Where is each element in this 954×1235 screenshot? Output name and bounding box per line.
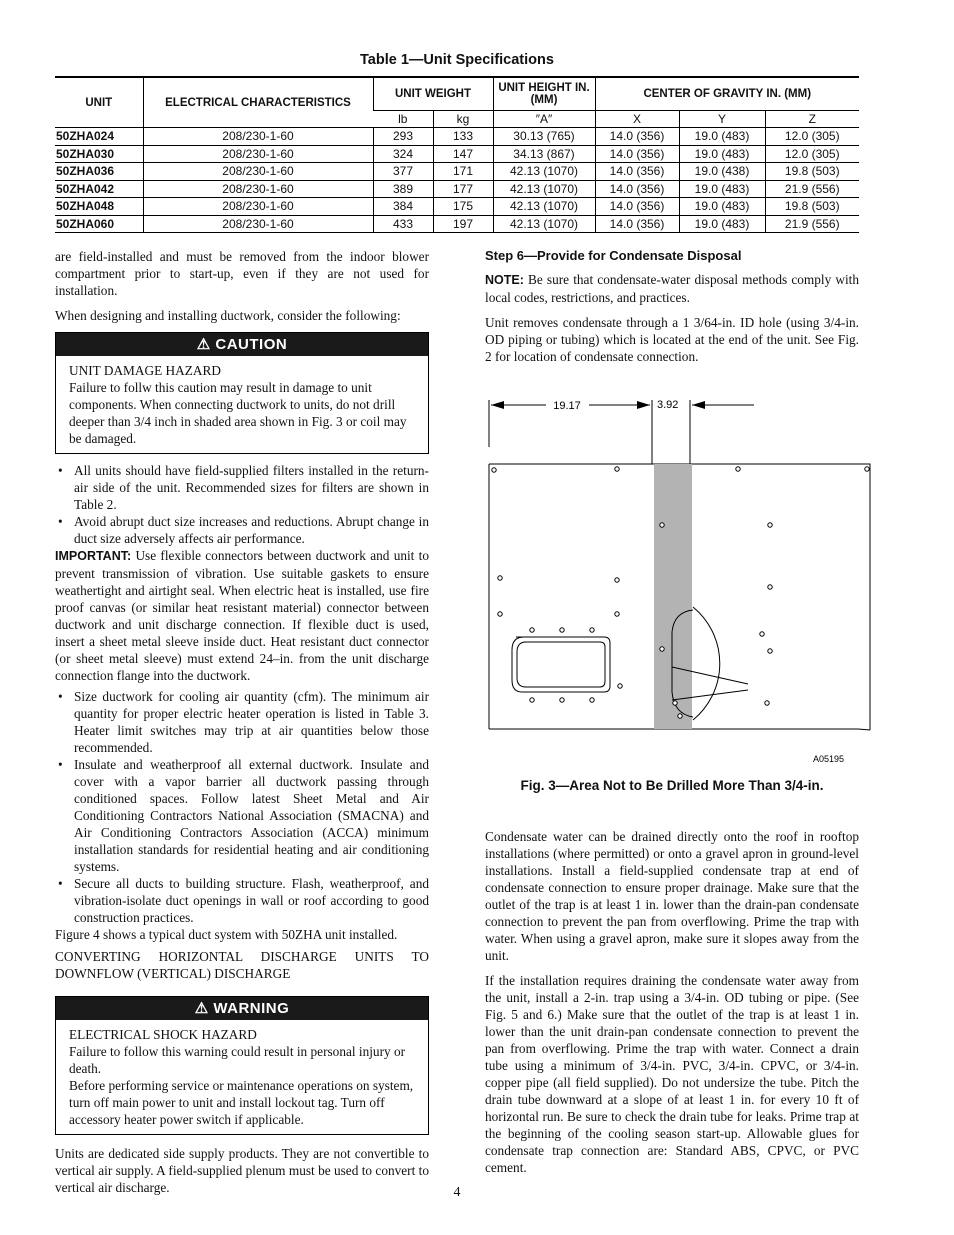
no-drill-shaded-area (654, 464, 692, 729)
table-cell-height: 42.13 (1070) (493, 215, 595, 233)
figure-code: A05195 (812, 754, 844, 764)
important-text: Use flexible connectors between ductwork and unit to prevent transmission of vibration. Use suitable gaskets to ensure weathertight and airtight seal. When electric heat is installed, use fire proof canvas (or similar heat resistant material) connector between ductwork and unit discharge connection. If flexible duct is used, insert a sheet metal sleeve inside duct. Heat resistant duct connector (or sheet metal sleeve) must extend 24–in. from the unit discharge connection flange into the ductwork. (55, 548, 429, 683)
table-cell-elec: 208/230-1-60 (143, 145, 373, 163)
table-cell-x: 14.0 (356) (595, 163, 679, 181)
important-paragraph (55, 547, 429, 684)
table-cell-elec: 208/230-1-60 (143, 180, 373, 198)
table-cell-lb: 389 (373, 180, 433, 198)
caution-header: ⚠ CAUTION (56, 333, 428, 356)
table-cell-unit: 50ZHA060 (55, 215, 143, 233)
header-z: Z (765, 111, 859, 128)
left-column (55, 248, 429, 1196)
note-paragraph (485, 271, 859, 306)
list-item: • All units should have field-supplied filters installed in the return-air side of the unit. Recommended sizes for filters are shown in Table 2. (55, 462, 429, 513)
right-column-top (485, 248, 859, 365)
table-cell-unit: 50ZHA042 (55, 180, 143, 198)
caution-box (55, 332, 429, 454)
table-cell-z: 21.9 (556) (765, 215, 859, 233)
caution-text: Failure to follw this caution may result in damage to unit components. When connecting ductwork to units, do not drill deeper than 3/4 inch in shaded area shown in Fig. 3 or coil may be damaged. (69, 380, 407, 446)
table-row (55, 128, 859, 146)
list-item: • Avoid abrupt duct size increases and reductions. Abrupt change in duct size adversely affects air performance. (55, 513, 429, 547)
header-x: X (595, 111, 679, 128)
table-cell-height: 34.13 (867) (493, 145, 595, 163)
table-cell-y: 19.0 (483) (679, 128, 765, 146)
table-cell-kg: 175 (433, 198, 493, 216)
table-cell-z: 21.9 (556) (765, 180, 859, 198)
table-cell-elec: 208/230-1-60 (143, 198, 373, 216)
table-cell-lb: 324 (373, 145, 433, 163)
table-cell-x: 14.0 (356) (595, 198, 679, 216)
table-cell-elec: 208/230-1-60 (143, 215, 373, 233)
figure-caption: Fig. 3—Area Not to Be Drilled More Than 3/4-in. (520, 778, 824, 793)
paragraph-condensate-hole: Unit removes condensate through a 1 3/64-in. ID hole (using 3/4-in. OD piping or tubing) which is located at the end of the unit. See Fig. 2 for location of condensate connection. (485, 315, 859, 364)
table-cell-y: 19.0 (483) (679, 145, 765, 163)
table-cell-lb: 293 (373, 128, 433, 146)
table-cell-kg: 147 (433, 145, 493, 163)
table-cell-height: 42.13 (1070) (493, 163, 595, 181)
table-title: Table 1—Unit Specifications (360, 52, 554, 68)
paragraph-trap: If the installation requires draining the condensate water away from the unit, install a 2-in. trap using a 3/4-in. OD tubing or pipe. (See Fig. 5 and 6.) Make sure that the outlet of the trap is at least 1 in. lower than the unit drain-pan condensate connection to prevent the pan from overflowing. Prime the trap with water. Connect a drain tube using a minimum of 3/4-in. PVC, 3/4-in. CPVC, or 3/4-in. copper pipe (all field supplied). Do not undersize the tube. Pitch the drain tube downward at a slope of at least 1 in. for every 10 ft of horizontal run. Be sure to check the drain tube for leaks. Prime trap at the beginning of the cooling season start-up. Allowable glues for condensate trap connection are: Standard ABS, CPVC, or PVC cement. (485, 973, 859, 1175)
header-lb: lb (373, 111, 433, 128)
header-y: Y (679, 111, 765, 128)
caution-title: UNIT DAMAGE HAZARD (69, 363, 221, 378)
table-cell-z: 12.0 (305) (765, 145, 859, 163)
list-item: • Size ductwork for cooling air quantity (cfm). The minimum air quantity for proper electric heater operation is listed in Table 3. Heater limit switches may trip at air quantities below those recommended. (55, 688, 429, 756)
table-row (55, 215, 859, 233)
paragraph-ductwork: When designing and installing ductwork, consider the following: (55, 308, 401, 323)
note-label: NOTE: (485, 273, 524, 287)
table-cell-elec: 208/230-1-60 (143, 163, 373, 181)
warning-title: ELECTRICAL SHOCK HAZARD (69, 1027, 257, 1042)
arrow-right-icon (637, 401, 650, 409)
table-cell-kg: 177 (433, 180, 493, 198)
header-weight: UNIT WEIGHT (373, 77, 493, 111)
paragraph-draining: Condensate water can be drained directly onto the roof in rooftop installations (where permitted) or onto a gravel apron in ground-level installations. Install a field-supplied condensate trap at end of condensate connection to ensure proper drainage. Make sure that the outlet of the trap is at least 1 in. lower than the drain-pan condensate connection to prevent the pan from overflowing. Prime the trap with water. When using a gravel apron, make sure it slopes away from the unit. (485, 829, 859, 963)
header-a: ″A″ (493, 111, 595, 128)
paragraph-intro: are field-installed and must be removed from the indoor blower compartment prior to start-up, even if they are not used for installation. (55, 249, 429, 298)
table-cell-y: 19.0 (483) (679, 215, 765, 233)
table-cell-kg: 197 (433, 215, 493, 233)
arrow-left-icon (692, 401, 705, 409)
warning-triangle-icon: ⚠ (194, 1000, 209, 1017)
header-kg: kg (433, 111, 493, 128)
header-electrical: ELECTRICAL CHARACTERISTICS (143, 77, 373, 128)
list-item: • Insulate and weatherproof all external ductwork. Insulate and cover with a vapor barrier all ductwork passing through conditioned spaces. Follow latest Sheet Metal and Air Conditioning Contractors National Association (SMACNA) and Air Conditioning Contractors Association (ACCA) minimum installation standards for residential heating and air conditioning systems. (55, 756, 429, 875)
table-cell-x: 14.0 (356) (595, 128, 679, 146)
important-label: IMPORTANT: (55, 549, 132, 563)
table-cell-lb: 384 (373, 198, 433, 216)
paragraph-converting: CONVERTING HORIZONTAL DISCHARGE UNITS TO DOWNFLOW (VERTICAL) DISCHARGE (55, 949, 429, 981)
table-row (55, 198, 859, 216)
drill-area-figure (484, 392, 874, 772)
table-cell-unit: 50ZHA036 (55, 163, 143, 181)
table-cell-x: 14.0 (356) (595, 145, 679, 163)
table-cell-kg: 171 (433, 163, 493, 181)
table-cell-y: 19.0 (483) (679, 198, 765, 216)
table-cell-elec: 208/230-1-60 (143, 128, 373, 146)
paragraph-supply: Units are dedicated side supply products. They are not convertible to vertical air supply. A field-supplied plenum must be used to convert to vertical air discharge. (55, 1146, 429, 1195)
table-cell-lb: 433 (373, 215, 433, 233)
paragraph-figure4: Figure 4 shows a typical duct system with 50ZHA unit installed. (55, 927, 398, 942)
table-header-row (55, 77, 859, 111)
table-row (55, 180, 859, 198)
bullet-list-ductwork (55, 688, 429, 926)
table-cell-x: 14.0 (356) (595, 215, 679, 233)
table-cell-height: 30.13 (765) (493, 128, 595, 146)
table-cell-height: 42.13 (1070) (493, 198, 595, 216)
table-cell-y: 19.0 (438) (679, 163, 765, 181)
dimension-label-1: 19.17 (553, 400, 581, 412)
table-cell-y: 19.0 (483) (679, 180, 765, 198)
header-unit: UNIT (55, 77, 143, 128)
arrow-left-icon (491, 401, 504, 409)
header-height: UNIT HEIGHT IN. (MM) (493, 77, 595, 111)
note-text: Be sure that condensate-water disposal methods comply with local codes, restrictions, and practices. (485, 272, 860, 305)
page-number: 4 (453, 1185, 461, 1200)
table-cell-lb: 377 (373, 163, 433, 181)
warning-text-2: Before performing service or maintenance operations on system, turn off main power to unit and install lockout tag. Turn off accessory heater power switch if applicable. (69, 1078, 414, 1127)
table-row (55, 163, 859, 181)
table-cell-kg: 133 (433, 128, 493, 146)
table-row (55, 145, 859, 163)
unit-specifications-table (55, 76, 859, 233)
warning-text-1: Failure to follow this warning could result in personal injury or death. (69, 1044, 406, 1076)
step-title: Step 6—Provide for Condensate Disposal (485, 248, 742, 263)
bullet-list-filters (55, 462, 429, 547)
table-cell-unit: 50ZHA030 (55, 145, 143, 163)
table-cell-unit: 50ZHA048 (55, 198, 143, 216)
header-cog: CENTER OF GRAVITY IN. (MM) (595, 77, 859, 111)
table-body (55, 128, 859, 233)
right-column-bottom (485, 828, 859, 1176)
list-item: • Secure all ducts to building structure. Flash, weatherproof, and vibration-isolate duct openings in wall or roof according to good construction practices. (55, 875, 429, 926)
warning-box (55, 996, 429, 1135)
warning-triangle-icon: ⚠ (196, 336, 211, 353)
table-cell-unit: 50ZHA024 (55, 128, 143, 146)
table-cell-x: 14.0 (356) (595, 180, 679, 198)
dimension-label-2: 3.92 (657, 399, 679, 411)
table-cell-z: 12.0 (305) (765, 128, 859, 146)
warning-header: ⚠ WARNING (56, 997, 428, 1020)
table-cell-z: 19.8 (503) (765, 198, 859, 216)
table-cell-height: 42.13 (1070) (493, 180, 595, 198)
unit-panel (489, 464, 870, 730)
table-cell-z: 19.8 (503) (765, 163, 859, 181)
